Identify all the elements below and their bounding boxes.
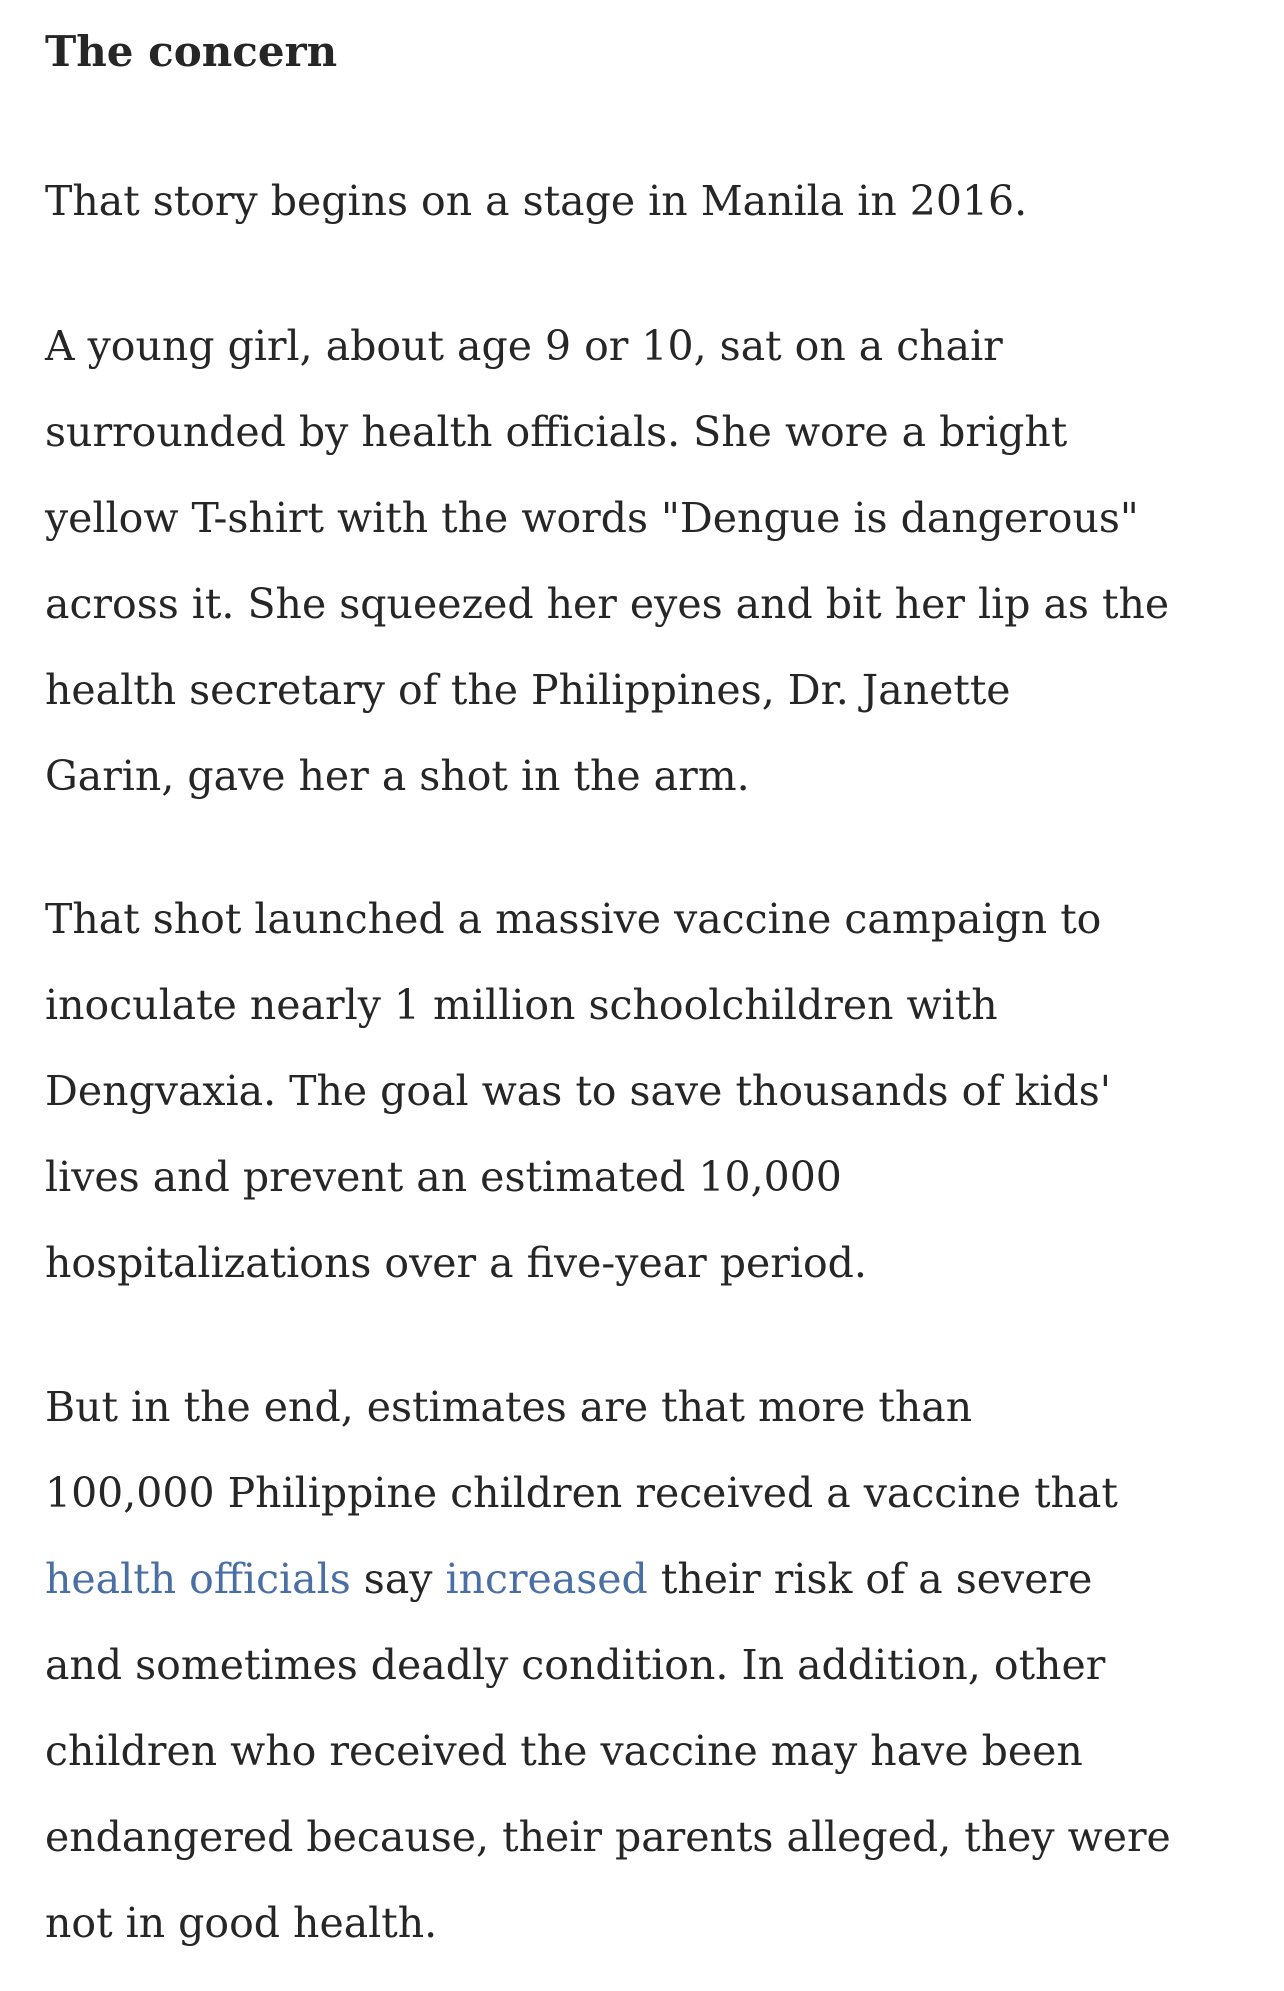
increased-link[interactable]: increased [445, 1555, 648, 1603]
paragraph-line-with-links [45, 1536, 1245, 1622]
paragraph-line: Garin, gave her a shot in the arm. [45, 752, 750, 800]
section-heading: The concern [45, 27, 338, 76]
inline-text: say [350, 1555, 446, 1603]
paragraph-1 [45, 158, 1245, 244]
paragraph-line: not in good health. [45, 1899, 438, 1947]
inline-text: their risk of a severe [647, 1555, 1093, 1603]
paragraph-line: That story begins on a stage in Manila in 2016. [45, 177, 1028, 225]
paragraph-line: and sometimes deadly condition. In addition, other [45, 1641, 1106, 1689]
paragraph-line: yellow T-shirt with the words "Dengue is dangerous" [45, 494, 1139, 542]
paragraph-line: endangered because, their parents alleged, they were [45, 1813, 1171, 1861]
paragraph-line: health secretary of the Philippines, Dr. Janette [45, 666, 1011, 714]
paragraph-line: lives and prevent an estimated 10,000 [45, 1153, 842, 1201]
paragraph-line: But in the end, estimates are that more than [45, 1383, 973, 1431]
paragraph-line: inoculate nearly 1 million schoolchildren with [45, 981, 998, 1029]
paragraph-line: That shot launched a massive vaccine campaign to [45, 895, 1102, 943]
paragraph-3 [45, 876, 1245, 1306]
paragraph-line: hospitalizations over a five-year period. [45, 1239, 867, 1287]
paragraph-line: across it. She squeezed her eyes and bit her lip as the [45, 580, 1170, 628]
paragraph-line: Dengvaxia. The goal was to save thousands of kids' [45, 1067, 1112, 1115]
paragraph-line: children who received the vaccine may have been [45, 1727, 1083, 1775]
paragraph-line: A young girl, about age 9 or 10, sat on a chair [45, 322, 1003, 370]
paragraph-4 [45, 1364, 1245, 1966]
health-officials-link[interactable]: health officials [45, 1555, 351, 1603]
paragraph-2 [45, 303, 1245, 819]
paragraph-line: 100,000 Philippine children received a vaccine that [45, 1469, 1118, 1517]
paragraph-line: surrounded by health officials. She wore a bright [45, 408, 1068, 456]
